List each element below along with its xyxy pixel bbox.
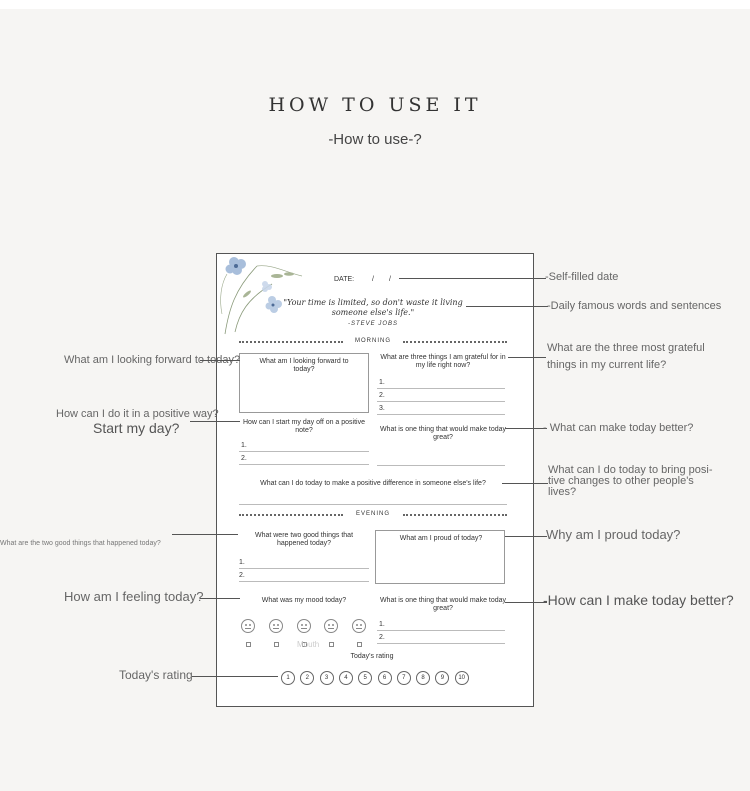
rating-option-3[interactable]: 3 bbox=[320, 671, 334, 685]
list-number: 1. bbox=[241, 442, 247, 449]
rating-option-9[interactable]: 9 bbox=[435, 671, 449, 685]
quote-text: "Your time is limited, so don't waste it living someone else's life." bbox=[283, 298, 463, 317]
rating-option-5[interactable]: 5 bbox=[358, 671, 372, 685]
mood-checkbox[interactable] bbox=[357, 642, 362, 647]
page-subtitle: -How to use-? bbox=[328, 131, 422, 148]
write-line[interactable] bbox=[239, 464, 369, 465]
divider-dots bbox=[403, 514, 507, 516]
write-line[interactable] bbox=[377, 630, 505, 631]
leader-line bbox=[505, 602, 547, 603]
divider-dots bbox=[239, 341, 343, 343]
rating-option-7[interactable]: 7 bbox=[397, 671, 411, 685]
annotation-start-my-day: Start my day? bbox=[93, 420, 180, 436]
mood-face-icon[interactable] bbox=[352, 619, 366, 633]
leader-line bbox=[200, 360, 240, 361]
list-number: 2. bbox=[239, 572, 245, 579]
proud-box[interactable] bbox=[375, 530, 505, 584]
annotation-bring-line2: tive changes to other people's bbox=[548, 475, 694, 487]
leader-line bbox=[505, 536, 547, 537]
write-line[interactable] bbox=[377, 643, 505, 644]
annotation-proud: Why am I proud today? bbox=[546, 527, 681, 542]
list-number: 1. bbox=[379, 379, 385, 386]
annotation-feeling: How am I feeling today? bbox=[64, 589, 204, 604]
write-line[interactable] bbox=[239, 451, 369, 452]
page-title: HOW TO USE IT bbox=[268, 94, 482, 116]
leader-line bbox=[190, 421, 240, 422]
annotation-self-filled-date: -Self-filled date bbox=[545, 271, 619, 283]
divider-dots bbox=[239, 514, 343, 516]
annotation-grateful-line1: What are the three most grateful bbox=[547, 342, 705, 354]
annotation-make-better: - What can make today better? bbox=[543, 422, 694, 434]
write-line[interactable] bbox=[239, 581, 369, 582]
mood-question: What was my mood today? bbox=[261, 597, 347, 604]
leader-line bbox=[505, 428, 547, 429]
write-line[interactable] bbox=[377, 388, 505, 389]
date-separator: / bbox=[389, 276, 391, 283]
mood-watermark: Mouth bbox=[297, 640, 320, 649]
rating-label: Today's rating bbox=[350, 653, 394, 660]
rating-option-10[interactable]: 10 bbox=[455, 671, 469, 685]
annotation-bring-line1: What can I do today to bring posi- bbox=[548, 464, 713, 476]
rating-option-1[interactable]: 1 bbox=[281, 671, 295, 685]
write-line[interactable] bbox=[377, 401, 505, 402]
difference-question: What can I do today to make a positive difference in someone else's life? bbox=[260, 480, 486, 487]
grateful-question: What are three things I am grateful for in my life right now? bbox=[380, 354, 506, 369]
annotation-bring-line3: lives? bbox=[548, 486, 577, 498]
start-day-question: How can I start my day off on a positive note? bbox=[242, 419, 366, 434]
leader-line bbox=[508, 357, 546, 358]
mood-checkbox[interactable] bbox=[274, 642, 279, 647]
annotation-make-better-2: -How can I make today better? bbox=[543, 592, 734, 608]
write-line[interactable] bbox=[239, 568, 369, 569]
write-line[interactable] bbox=[377, 414, 505, 415]
mood-checkbox[interactable] bbox=[246, 642, 251, 647]
list-number: 2. bbox=[379, 392, 385, 399]
looking-forward-question: What am I looking forward to today? bbox=[259, 358, 349, 373]
make-great-question: What is one thing that would make today great? bbox=[379, 426, 507, 441]
annotation-grateful-line2: things in my current life? bbox=[547, 359, 667, 371]
mood-face-icon[interactable] bbox=[324, 619, 338, 633]
list-number: 1. bbox=[239, 559, 245, 566]
date-separator: / bbox=[372, 276, 374, 283]
list-number: 2. bbox=[241, 455, 247, 462]
annotation-daily-words: -Daily famous words and sentences bbox=[547, 300, 722, 312]
divider-dots bbox=[403, 341, 507, 343]
morning-label: MORNING bbox=[355, 338, 391, 344]
write-line[interactable] bbox=[377, 465, 505, 466]
annotation-rating: Today's rating bbox=[119, 668, 193, 682]
leader-line bbox=[172, 534, 238, 535]
rating-option-6[interactable]: 6 bbox=[378, 671, 392, 685]
mood-checkbox[interactable] bbox=[329, 642, 334, 647]
evening-label: EVENING bbox=[355, 511, 390, 517]
floral-decoration-icon bbox=[217, 254, 307, 339]
leader-line bbox=[192, 676, 278, 677]
mood-face-icon[interactable] bbox=[269, 619, 283, 633]
quote-author: -STEVE JOBS bbox=[347, 321, 398, 327]
looking-forward-box[interactable] bbox=[239, 353, 369, 413]
make-great-question-evening: What is one thing that would make today great? bbox=[379, 597, 507, 612]
annotation-two-good: What are the two good things that happened today? bbox=[0, 540, 161, 547]
rating-option-2[interactable]: 2 bbox=[300, 671, 314, 685]
top-band bbox=[0, 0, 750, 9]
leader-line bbox=[466, 306, 548, 307]
leader-line bbox=[502, 483, 548, 484]
leader-line bbox=[399, 278, 546, 279]
list-number: 3. bbox=[379, 405, 385, 412]
annotation-looking-forward: What am I looking forward to today? bbox=[64, 354, 241, 366]
mood-face-icon[interactable] bbox=[297, 619, 311, 633]
write-line[interactable] bbox=[239, 504, 507, 505]
list-number: 2. bbox=[379, 634, 385, 641]
rating-option-4[interactable]: 4 bbox=[339, 671, 353, 685]
list-number: 1. bbox=[379, 621, 385, 628]
annotation-positive-way: How can I do it in a positive way? bbox=[56, 408, 219, 420]
two-good-question: What were two good things that happened today? bbox=[254, 532, 354, 547]
planner-sheet bbox=[216, 253, 534, 707]
leader-line bbox=[200, 598, 240, 599]
mood-face-icon[interactable] bbox=[241, 619, 255, 633]
date-label: DATE: bbox=[334, 276, 355, 283]
rating-option-8[interactable]: 8 bbox=[416, 671, 430, 685]
proud-question: What am I proud of today? bbox=[399, 535, 483, 542]
